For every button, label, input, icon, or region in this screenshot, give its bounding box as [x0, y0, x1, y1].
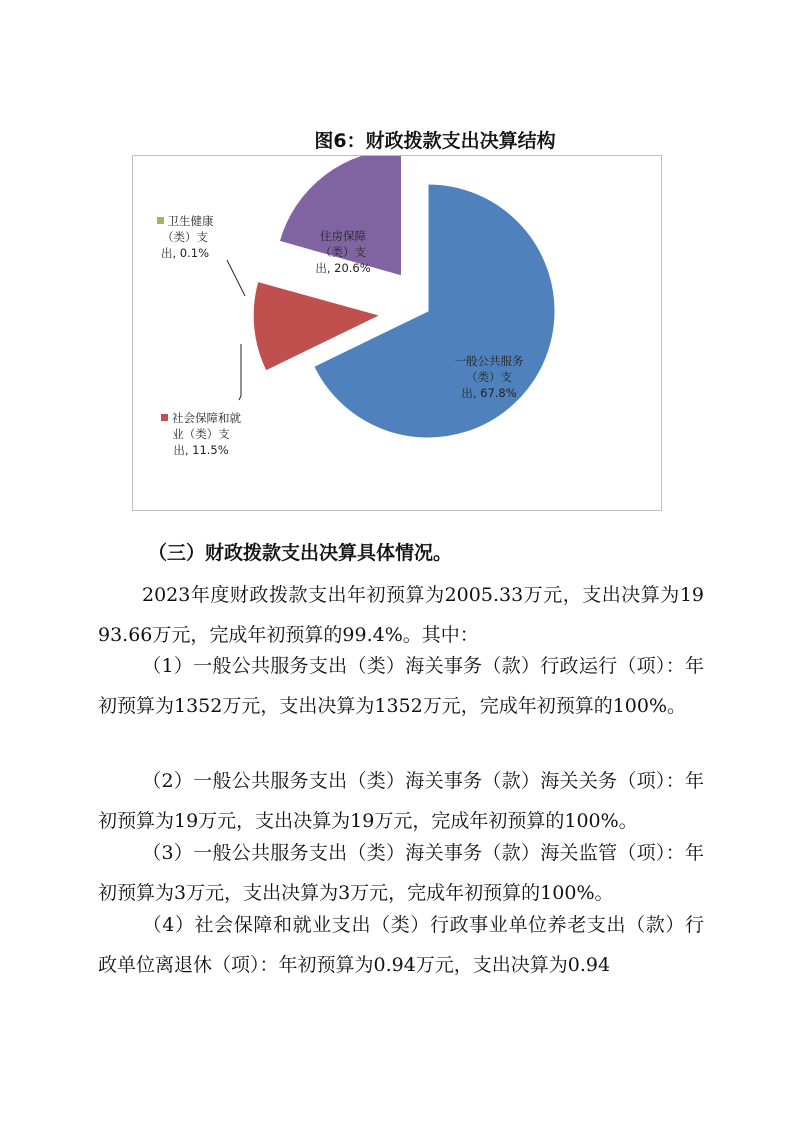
- slice-label-line: 出, 67.8%: [461, 386, 517, 400]
- leader-line-social-security: [239, 344, 241, 400]
- slice-label-line: 住房保障: [320, 229, 366, 243]
- slice-label-line: 卫生健康: [167, 214, 214, 228]
- slice-label-line: 社会保障和就: [172, 411, 241, 425]
- legend-swatch: [157, 217, 164, 224]
- paragraph: [98, 575, 704, 655]
- paragraph-text: （2）一般公共服务支出（类）海关事务（款）海关关务（项）：年初预算为19万元，支出决算为19万元，完成年初预算的100%。: [98, 770, 704, 832]
- slice-label-line: 出, 0.1%: [160, 246, 210, 260]
- paragraph: [98, 905, 704, 985]
- slice-label-line: 业（类）支: [172, 427, 230, 441]
- slice-label-social-security: [141, 410, 261, 458]
- paragraph-text: （4）社会保障和就业支出（类）行政事业单位养老支出（款）行政单位离退休（项）：年初预算为0.94万元，支出决算为0.94: [98, 914, 704, 976]
- pie-chart-svg: [133, 156, 663, 512]
- paragraph-text: 2023年度财政拨款支出年初预算为2005.33万元，支出决算为1993.66万元，完成年初预算的99.4%。其中：: [98, 584, 704, 646]
- slice-label-housing: [303, 228, 383, 276]
- slice-label-general-public-services: [429, 353, 549, 401]
- slice-label-line: 出, 20.6%: [315, 261, 371, 275]
- leader-line-health: [227, 260, 245, 296]
- pie-chart: [132, 155, 662, 511]
- paragraph-text: （1）一般公共服务支出（类）海关事务（款）行政运行（项）：年初预算为1352万元，支出决算为1352万元，完成年初预算的100%。: [98, 655, 704, 717]
- paragraph: [98, 833, 704, 913]
- slice-label-line: 出, 11.5%: [173, 443, 229, 457]
- paragraph: [98, 761, 704, 841]
- slice-label-line: （类）支: [162, 230, 208, 244]
- section-heading: （三）财政拨款支出决算具体情况。: [148, 542, 453, 564]
- chart-title: 图6：财政拨款支出决算结构: [314, 130, 556, 152]
- slice-label-line: （类）支: [466, 370, 512, 384]
- paragraph-text: （3）一般公共服务支出（类）海关事务（款）海关监管（项）：年初预算为3万元，支出决算为3万元，完成年初预算的100%。: [98, 842, 704, 904]
- slice-label-health: [143, 213, 227, 261]
- slice-label-line: （类）支: [320, 245, 366, 259]
- paragraph: [98, 646, 704, 726]
- slice-label-line: 一般公共服务: [454, 354, 524, 368]
- legend-swatch: [161, 414, 168, 421]
